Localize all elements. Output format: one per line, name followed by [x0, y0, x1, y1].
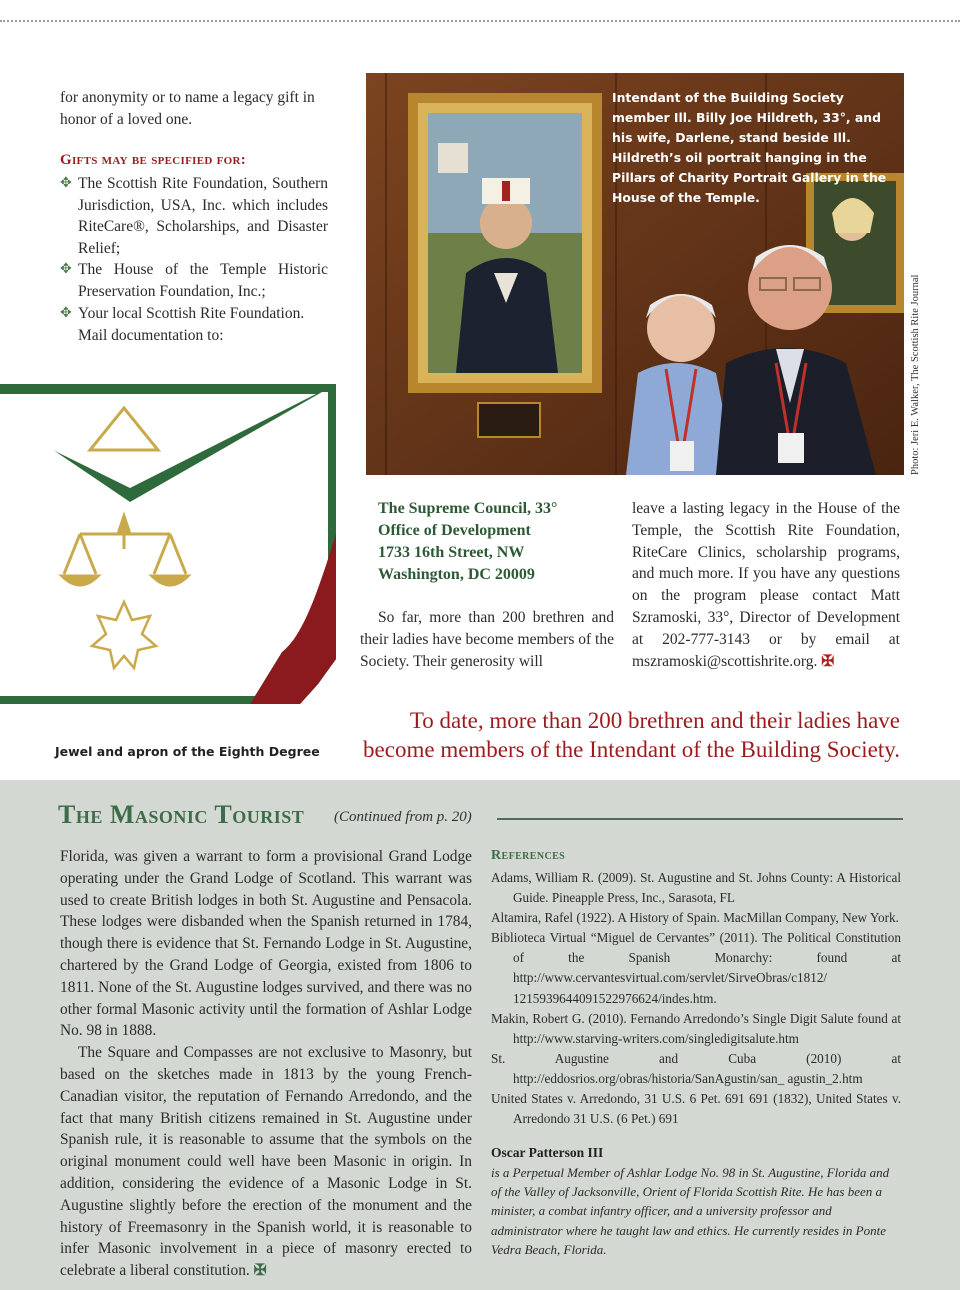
title-rule [497, 818, 903, 820]
cross-bullet-icon: ✥ [60, 305, 72, 321]
top-dotted-rule [0, 20, 960, 22]
end-cross-icon: ✠ [253, 1262, 267, 1280]
address-line: Office of Development [378, 522, 531, 539]
cross-bullet-icon: ✥ [60, 176, 72, 191]
gifts-list [60, 173, 328, 324]
reference-item: United States v. Arredondo, 31 U.S. 6 Pet. 691 691 (1832), United States v. Arredondo 31 U.S. (6 Pet.) 691 [491, 1091, 901, 1127]
references-list [491, 868, 901, 1129]
address-block [378, 498, 557, 586]
author-bio: is a Perpetual Member of Ashlar Lodge No. 98 in St. Augustine, Florida and of the Valley of Jacksonville, Orient of Florida Scottish Rite. He has been a minister, a combat infantry officer, and a university professor and administrator where he taught law and ethics. He currently resides in Ponte Vedra Beach, Florida. [491, 1165, 890, 1257]
article-paragraph: The Square and Compasses are not exclusive to Masonry, but based on the sketches made in 1813 by the young French-Canadian visitor, the reputation of Fernando Arredondo, and the fact that many British citizens remained in St. Augustine under Spanish rule, it is reasonable to assume that the symbols on the original monument could well have been Masonic in origin. In addition, considering the evidence of a Masonic Lodge in St. Augustine slightly before the erection of the monument and the history of Freemasonry in the Spanish world, it is reasonable to infer Masonic involvement in a piece of masonry erected to celebrate a liberal constitution. ✠ [60, 1044, 472, 1280]
gifts-heading: Gifts may be specified for: [60, 152, 247, 168]
reference-item: Adams, William R. (2009). St. Augustine and St. Johns County: A Historical Guide. Pineapple Press, Inc., Sarasota, FL [491, 870, 901, 906]
address-line: Washington, DC 20009 [378, 566, 535, 583]
intro-text: for anonymity or to name a legacy gift in honor of a loved one. [60, 89, 315, 128]
reference-item: Makin, Robert G. (2010). Fernando Arredondo’s Single Digit Salute found at http://www.starving-writers.com/singledigitsalute.htm [491, 1010, 901, 1046]
author-name: Oscar Patterson III [491, 1145, 604, 1160]
apron-caption: Jewel and apron of the Eighth Degree [55, 744, 320, 759]
section-title: The Masonic Tourist [58, 800, 305, 829]
address-line: The Supreme Council, 33° [378, 500, 558, 517]
pull-quote: To date, more than 200 brethren and their ladies have become members of the Intendant of the Building Society. [363, 708, 900, 762]
society-paragraph: So far, more than 200 brethren and their ladies have become members of the Society. Their generosity will [360, 609, 614, 670]
list-item: ✥ The House of the Temple Historic Preservation Foundation, Inc.; [60, 261, 328, 300]
reference-item: Altamira, Rafel (1922). A History of Spain. MacMillan Company, New York. [491, 910, 899, 926]
article-paragraph: Florida, was given a warrant to form a provisional Grand Lodge operating under the Grand Lodge of Scotland. This warrant was used to create British lodges in both St. Augustine and Pensacola. These lodges were disbanded when the Spanish returned in 1784, though there is evidence that St. Fernando Lodge in St. Augustine, chartered by the Grand Lodge of Georgia, existed from 1806 to 1811. None of the St. Augustine lodges survived, and there was no other formal Masonic activity until the formation of Ashlar Lodge No. 98 in 1888. [60, 848, 472, 1040]
photo-caption: Intendant of the Building Society member Ill. Billy Joe Hildreth, 33°, and his wife, Darlene, stand beside Ill. Hildreth’s oil portrait hanging in the Pillars of Charity Portrait Gallery in the House of the Temple. [612, 90, 887, 205]
end-cross-icon: ✠ [821, 652, 835, 670]
mail-documentation-line: Mail documentation to: [78, 327, 224, 344]
photo-credit: Photo: Jeri E. Walker, The Scottish Rite Journal [910, 274, 921, 475]
legacy-paragraph: leave a lasting legacy in the House of the Temple, the Scottish Rite Foundation, RiteCare Clinics, scholarship programs, and much more. If you have any questions on the program please contact Matt Szramoski, 33°, Director of Development at 202-777-3143 or by email at mszramoski@scottishrite.org. ✠ [632, 500, 900, 670]
continued-note: (Continued from p. 20) [334, 809, 472, 825]
apron-illustration [0, 384, 345, 724]
references-heading: References [491, 848, 566, 863]
cross-bullet-icon: ✥ [60, 262, 72, 278]
reference-item: St. Augustine and Cuba (2010) at http://eddosrios.org/obras/historia/SanAgustin/san_ agustin_2.htm [491, 1050, 901, 1086]
list-item: ✥ Your local Scottish Rite Foundation. [60, 303, 328, 325]
article-body [60, 846, 472, 1282]
address-line: 1733 16th Street, NW [378, 544, 525, 561]
reference-item: Biblioteca Virtual “Miguel de Cervantes” (2011). The Political Constitution of the Spanish Monarchy: found at http://www.cervantesvirtual.com/servlet/SirveObras/c1812/ 12159396440915229766​24/indes.htm. [491, 930, 901, 1006]
list-item: ✥ The Scottish Rite Foundation, Southern Jurisdiction, USA, Inc. which includes RiteCare®, Scholarships, and Disaster Relief; [60, 175, 328, 257]
